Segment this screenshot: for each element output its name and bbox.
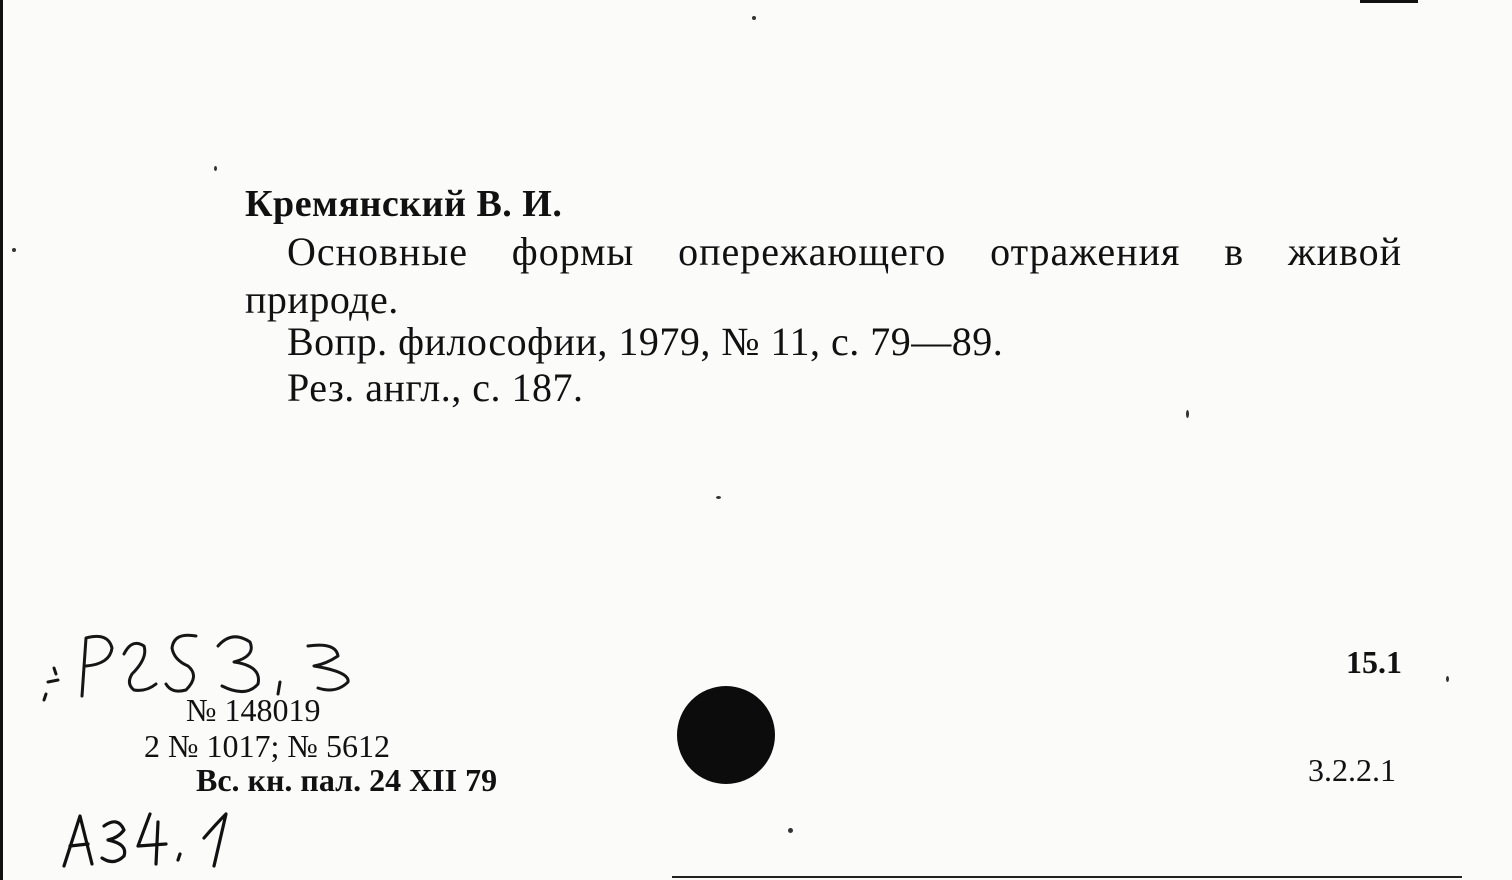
title-word: формы [511, 229, 635, 274]
scan-speck [1186, 410, 1189, 418]
title-word: опережающего [678, 229, 947, 274]
classification-code-bottom: 3.2.2.1 [1308, 752, 1396, 788]
title-word: живой [1287, 229, 1402, 274]
record-numbers: 2 № 1017; № 5612 [144, 728, 390, 764]
scan-speck [716, 496, 721, 499]
source-citation: Вопр. философии, 1979, № 11, с. 79—89. [287, 319, 1004, 364]
card-left-edge [0, 0, 3, 880]
title-word: отражения [990, 229, 1181, 274]
handwritten-shelfmark-bottom [58, 808, 248, 872]
card-bottom-edge [672, 876, 1462, 878]
accession-number: № 148019 [186, 692, 321, 728]
scan-speck [214, 166, 217, 171]
title-word: в [1224, 229, 1245, 274]
book-chamber-note: Вс. кн. пал. 24 XII 79 [196, 762, 498, 798]
author-name: Кремянский В. И. [245, 183, 563, 225]
punch-hole [677, 686, 775, 784]
work-title-line-2: природе. [245, 277, 399, 322]
scan-speck [752, 16, 756, 20]
scan-speck [788, 828, 793, 833]
scan-speck [1446, 676, 1449, 682]
summary-note: Рез. англ., с. 187. [287, 365, 584, 410]
classification-code-top: 15.1 [1346, 644, 1402, 680]
card-top-edge-mark [1360, 0, 1418, 3]
work-title-line-1 [287, 228, 1402, 275]
title-word: Основные [287, 229, 468, 274]
scan-speck [12, 248, 16, 252]
